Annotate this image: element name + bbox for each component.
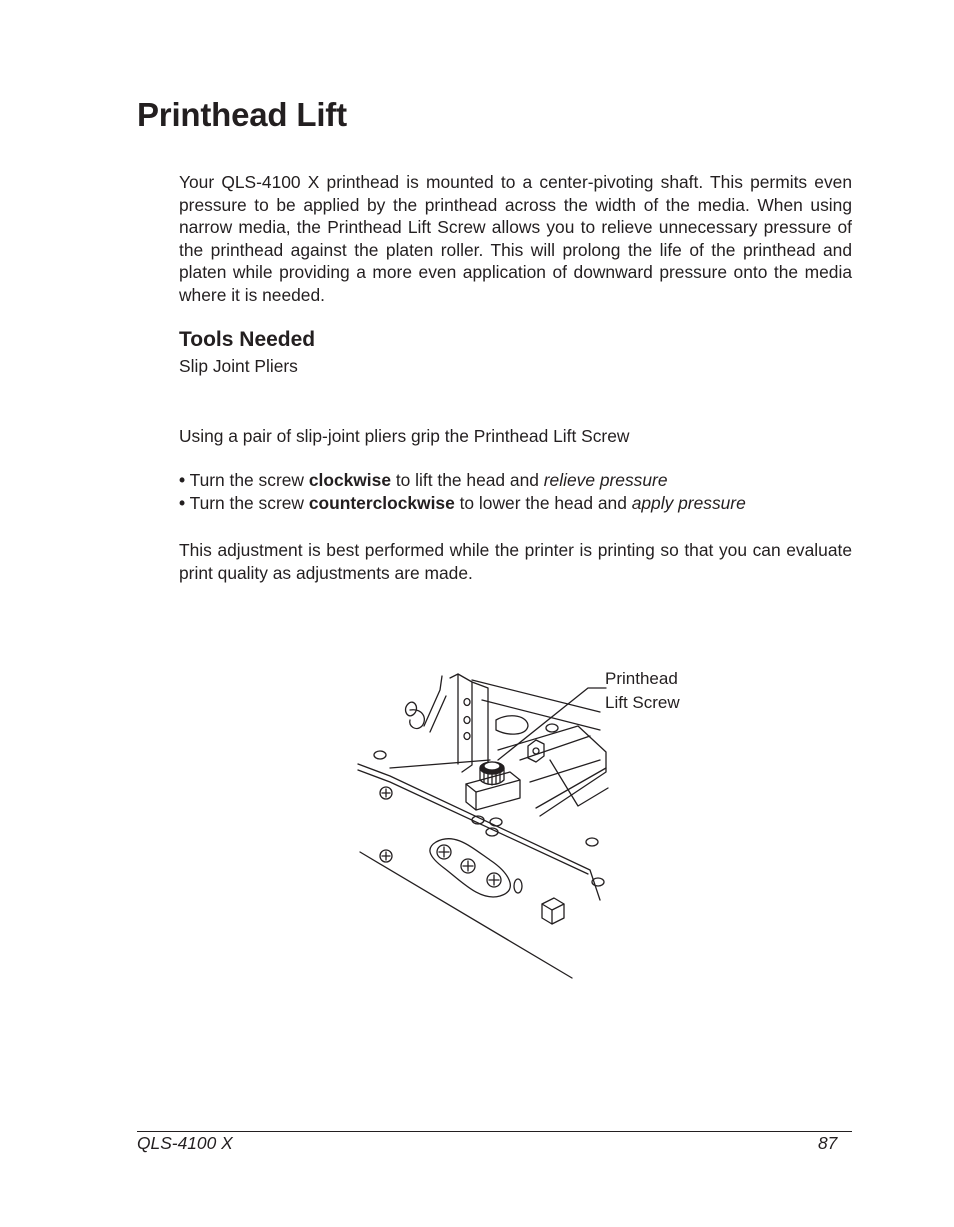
instruction-paragraph: Using a pair of slip-joint pliers grip the Printhead Lift Screw	[179, 426, 630, 446]
footer-rule	[137, 1131, 852, 1132]
tools-needed-item: Slip Joint Pliers	[179, 356, 298, 376]
instruction-list	[179, 469, 859, 515]
callout-label-line1: Printhead	[605, 669, 678, 688]
list-item	[179, 469, 859, 492]
bullet-mark: •	[179, 493, 186, 513]
list-item	[179, 492, 859, 515]
page-title: Printhead Lift	[137, 96, 347, 133]
tools-needed-heading: Tools Needed	[179, 328, 316, 351]
bullet-prefix: Turn the screw	[185, 470, 309, 490]
intro-paragraph: Your QLS-4100 X printhead is mounted to a center-pivoting shaft. This permits even pressure to be applied by the printhead across the width of the media. When using narrow media, the Printhead Lift Screw allows you to relieve unnecessary pressure of the printhead against the platen roller. This will prolong the life of the printhead and platen while providing a more even application of downward pressure onto the media where it is needed.	[179, 172, 852, 305]
bullet-italic-term: apply pressure	[631, 493, 746, 513]
adjustment-note: This adjustment is best performed while the printer is printing so that you can evaluate print quality as adjustments are made.	[179, 540, 852, 583]
bullet-bold-term: counterclockwise	[308, 493, 455, 513]
bullet-middle: to lower the head and	[454, 493, 632, 513]
page-number: 87	[818, 1133, 838, 1153]
bullet-mark: •	[179, 470, 186, 490]
footer-model: QLS-4100 X	[137, 1133, 233, 1153]
bullet-bold-term: clockwise	[308, 470, 391, 490]
callout-label-line2: Lift Screw	[605, 693, 680, 712]
printhead-lift-screw-illustration	[350, 660, 700, 985]
bullet-prefix: Turn the screw	[185, 493, 309, 513]
bullet-italic-term: relieve pressure	[543, 470, 668, 490]
bullet-middle: to lift the head and	[391, 470, 544, 490]
